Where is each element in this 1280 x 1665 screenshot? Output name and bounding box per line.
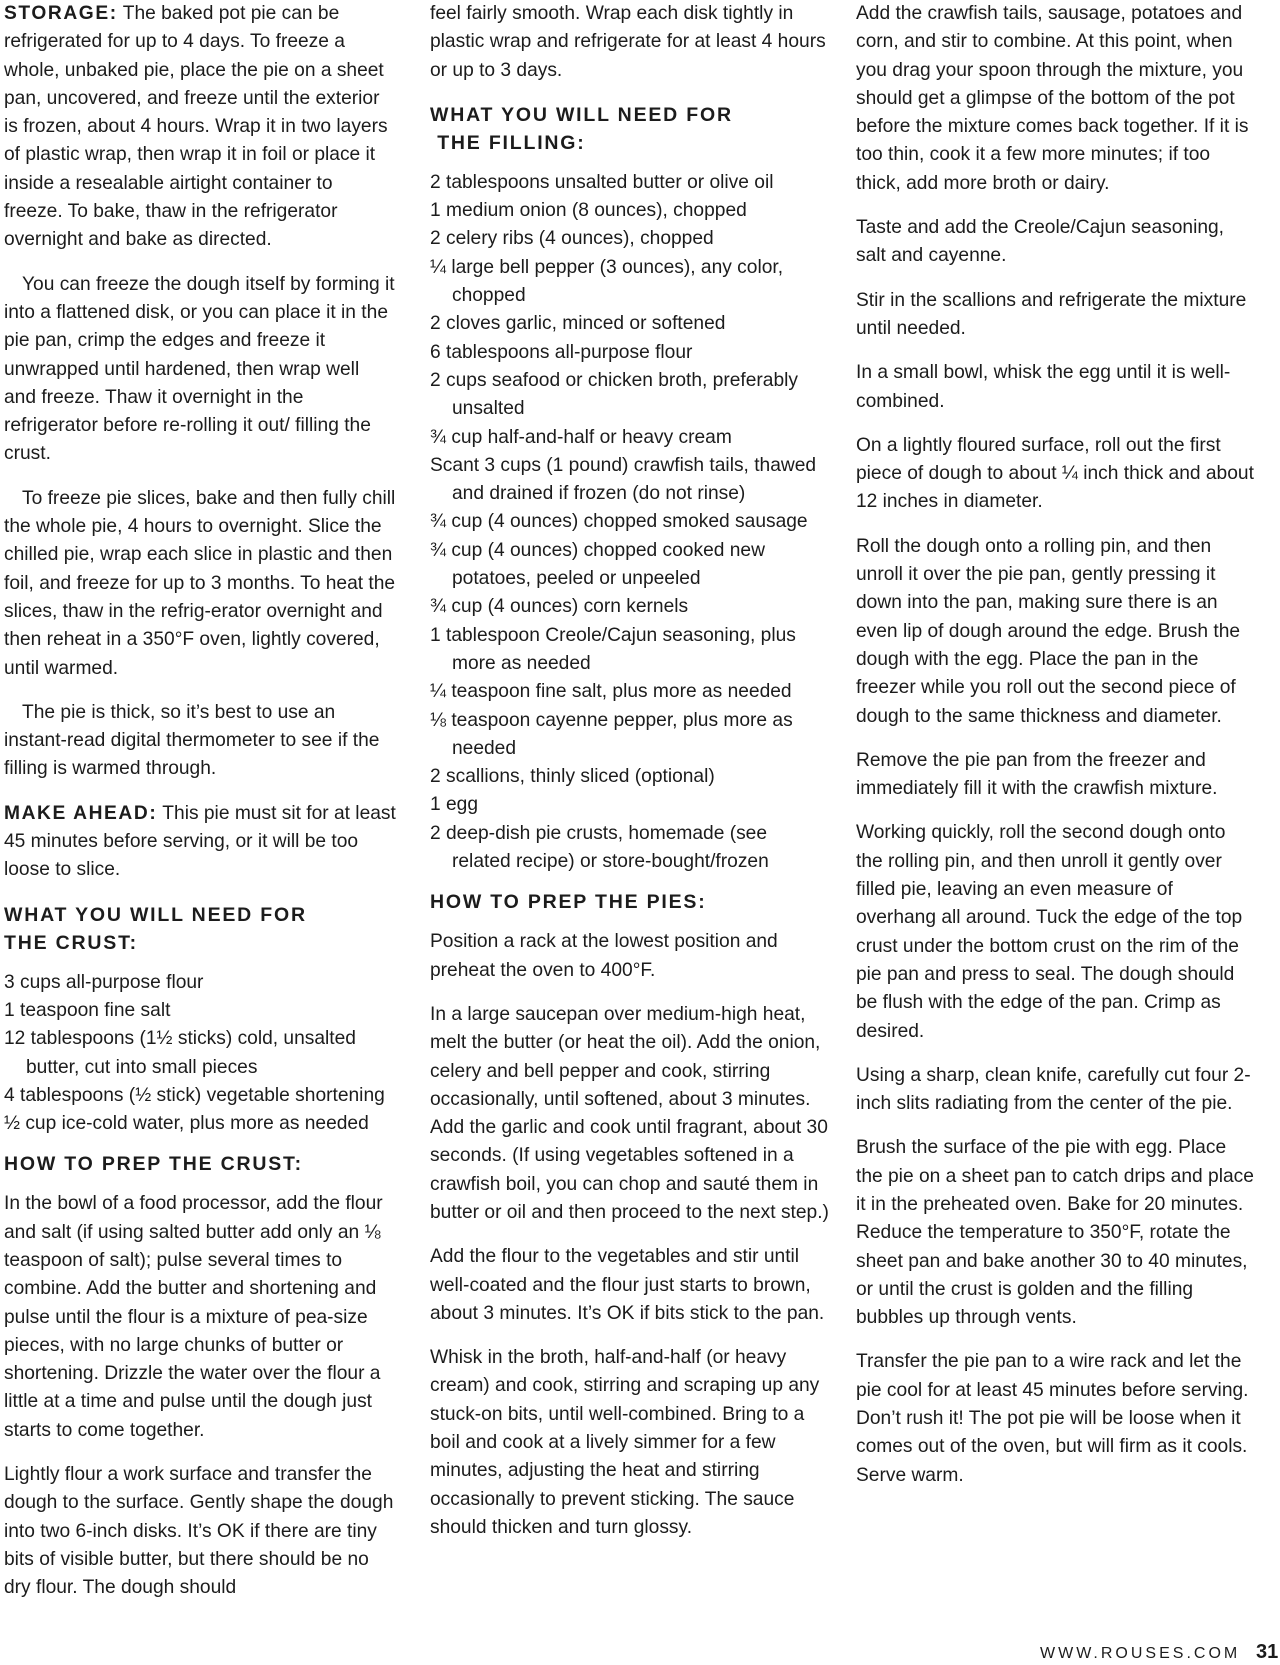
ingredient-item: 1 teaspoon fine salt: [4, 999, 171, 1021]
step-paragraph: Stir in the scallions and refrigerate the mixture until needed.: [856, 289, 1247, 339]
step-paragraph: Position a rack at the lowest position and preheat the oven to 400°F.: [430, 931, 778, 981]
step-paragraph: Working quickly, roll the second dough onto the rolling pin, and then unroll it gently over filled pie, leaving an even measure of overhang all around. Tuck the edge of the top crust under the bottom crust on the rim of the pie pan and press to seal. The dough should be flush with the edge of the pan. Crimp as desired.: [856, 822, 1243, 1042]
ingredient-item: ¾ cup half-and-half or heavy cream: [430, 426, 732, 448]
ingredient-item: 2 celery ribs (4 ounces), chopped: [430, 228, 714, 250]
ingredient-item: 1 tablespoon Creole/Cajun seasoning, plus more as needed: [430, 624, 796, 674]
crust-ingredients-heading: WHAT YOU WILL NEED FOR THE CRUST:: [4, 903, 307, 954]
ingredient-item: 1 medium onion (8 ounces), chopped: [430, 200, 747, 222]
crust-ingredient-list: [4, 969, 396, 1139]
ingredient-item: ¼ teaspoon fine salt, plus more as needed: [430, 681, 792, 703]
ingredient-item: 2 tablespoons unsalted butter or olive oil: [430, 171, 774, 193]
make-ahead-label: MAKE AHEAD:: [4, 802, 158, 824]
step-paragraph: Taste and add the Creole/Cajun seasoning, salt and cayenne.: [856, 217, 1225, 267]
slices-paragraph: To freeze pie slices, bake and then fully chill the whole pie, 4 hours to overnight. Slice the chilled pie, wrap each slice in plastic and then foil, and freeze for up to 3 months. To heat the slices, thaw in the refrig-erator overnight and then reheat in a 350°F oven, lightly covered, until warmed.: [4, 487, 396, 679]
step-paragraph: Brush the surface of the pie with egg. Place the pie on a sheet pan to catch drips and place it in the preheated oven. Bake for 20 minutes. Reduce the temperature to 350°F, rotate the sheet pan and bake another 30 to 40 minutes, or until the crust is golden and the filling bubbles up through vents.: [856, 1137, 1254, 1329]
ingredient-item: ¾ cup (4 ounces) corn kernels: [430, 596, 689, 618]
storage-paragraph: [4, 0, 396, 255]
make-ahead-paragraph: [4, 800, 396, 885]
step-paragraph: Remove the pie pan from the freezer and immediately fill it with the crawfish mixture.: [856, 749, 1218, 800]
filling-ingredients-heading: WHAT YOU WILL NEED FOR THE FILLING:: [430, 103, 733, 154]
step-paragraph: In a small bowl, whisk the egg until it is well-combined.: [856, 362, 1231, 412]
step-paragraph: Add the flour to the vegetables and stir until well-coated and the flour just starts to brown, about 3 minutes. It’s OK if bits stick to the pan.: [430, 1246, 825, 1324]
step-paragraph: In a large saucepan over medium-high heat, melt the butter (or heat the oil). Add the onion, celery and bell pepper and cook, stirring occasionally, until softened, about 3 minutes. Add the garlic and cook until fragrant, about 30 seconds. (If using vegetables softened in a crawfish boil, you can chop and sauté them in butter or oil and then proceed to the next step.): [430, 1003, 829, 1223]
ingredient-item: 2 scallions, thinly sliced (optional): [430, 766, 715, 788]
ingredient-item: 12 tablespoons (1½ sticks) cold, unsalted butter, cut into small pieces: [4, 1028, 356, 1078]
ingredient-item: ½ cup ice-cold water, plus more as needed: [4, 1113, 369, 1135]
storage-label: STORAGE:: [4, 3, 118, 24]
column-left: [4, 0, 396, 1619]
prep-pies-heading: HOW TO PREP THE PIES:: [430, 891, 707, 914]
page-number: 31: [1256, 1641, 1279, 1663]
ingredient-item: ⅛ teaspoon cayenne pepper, plus more as needed: [430, 709, 793, 759]
ingredient-item: ¾ cup (4 ounces) chopped cooked new potatoes, peeled or unpeeled: [430, 539, 765, 590]
ingredient-item: ¾ cup (4 ounces) chopped smoked sausage: [430, 511, 808, 533]
filling-ingredient-list: [430, 169, 830, 876]
step-paragraph: On a lightly floured surface, roll out the first piece of dough to about ¼ inch thick and about 12 inches in diameter.: [856, 434, 1254, 513]
step-paragraph: Add the crawfish tails, sausage, potatoes and corn, and stir to combine. At this point, when you drag your spoon through the mixture, you should get a glimpse of the bottom of the pot before the mixture comes back together. If it is too thin, cook it a few more minutes; if too thick, add more broth or dairy.: [856, 3, 1249, 194]
storage-text: The baked pot pie can be refrigerated for up to 4 days. To freeze a whole, unbaked pie, place the pie on a sheet pan, uncovered, and freeze until the exterior is frozen, about 4 hours. Wrap it in two layers of plastic wrap, then wrap it in foil or place it inside a resealable airtight container to freeze. To bake, thaw in the refrigerator overnight and bake as directed.: [4, 3, 388, 251]
step-paragraph: Lightly flour a work surface and transfer the dough to the surface. Gently shape the dough into two 6-inch disks. It’s OK if there are tiny bits of visible butter, but there should be no dry flour. The dough should: [4, 1464, 394, 1599]
ingredient-item: ¼ large bell pepper (3 ounces), any color, chopped: [430, 256, 784, 307]
ingredient-item: 4 tablespoons (½ stick) vegetable shortening: [4, 1084, 385, 1106]
step-paragraph: Roll the dough onto a rolling pin, and then unroll it over the pie pan, gently pressing it down into the pan, making sure there is an even lip of dough around the edge. Brush the dough with the egg. Place the pan in the freezer while you roll out the second piece of dough to the same thickness and diameter.: [856, 535, 1241, 727]
step-paragraph: Transfer the pie pan to a wire rack and let the pie cool for at least 45 minutes before serving. Don’t rush it! The pot pie will be loose when it comes out of the oven, but will firm as it cools. Serve warm.: [856, 1351, 1249, 1486]
make-ahead-text: This pie must sit for at least 45 minutes before serving, or it will be too loose to slice.: [4, 802, 396, 881]
step-paragraph: In the bowl of a food processor, add the flour and salt (if using salted butter add only an ⅛ teaspoon of salt); pulse several times to combine. Add the butter and shortening and pulse until the flour is a mixture of pea-size pieces, with no large chunks of butter or shortening. Drizzle the water over the flour a little at a time and pulse until the dough just starts to come together.: [4, 1193, 383, 1441]
prep-crust-heading: HOW TO PREP THE CRUST:: [4, 1153, 303, 1176]
step-paragraph: Using a sharp, clean knife, carefully cut four 2-inch slits radiating from the center of the pie.: [856, 1064, 1251, 1115]
dough-freeze-paragraph: You can freeze the dough itself by forming it into a flattened disk, or you can place it in the pie pan, crimp the edges and freeze it unwrapped until hardened, then wrap well and freeze. Thaw it overnight in the refrigerator before re-rolling it out/ filling the crust.: [4, 273, 395, 465]
continued-paragraph: feel fairly smooth. Wrap each disk tightly in plastic wrap and refrigerate for at least 4 hours or up to 3 days.: [430, 3, 826, 81]
ingredient-item: 3 cups all-purpose flour: [4, 971, 204, 993]
ingredient-item: 6 tablespoons all-purpose flour: [430, 341, 693, 363]
footer-website: WWW.ROUSES.COM: [1040, 1645, 1241, 1662]
ingredient-item: 2 deep-dish pie crusts, homemade (see related recipe) or store-bought/frozen: [430, 822, 769, 873]
ingredient-item: 2 cups seafood or chicken broth, preferably unsalted: [430, 369, 798, 420]
ingredient-item: Scant 3 cups (1 pound) crawfish tails, thawed and drained if frozen (do not rinse): [430, 454, 817, 505]
column-middle: [430, 0, 830, 1558]
step-paragraph: Whisk in the broth, half-and-half (or heavy cream) and cook, stirring and scraping up any stuck-on bits, until well-combined. Bring to a boil and cook at a lively simmer for a few minutes, adjusting the heat and stirring occasionally to prevent sticking. The sauce should thicken and turn glossy.: [430, 1347, 820, 1538]
ingredient-item: 2 cloves garlic, minced or softened: [430, 313, 726, 335]
column-right: [856, 0, 1256, 1506]
thick-pie-paragraph: The pie is thick, so it’s best to use an instant-read digital thermometer to see if the filling is warmed through.: [4, 701, 380, 780]
ingredient-item: 1 egg: [430, 794, 479, 816]
